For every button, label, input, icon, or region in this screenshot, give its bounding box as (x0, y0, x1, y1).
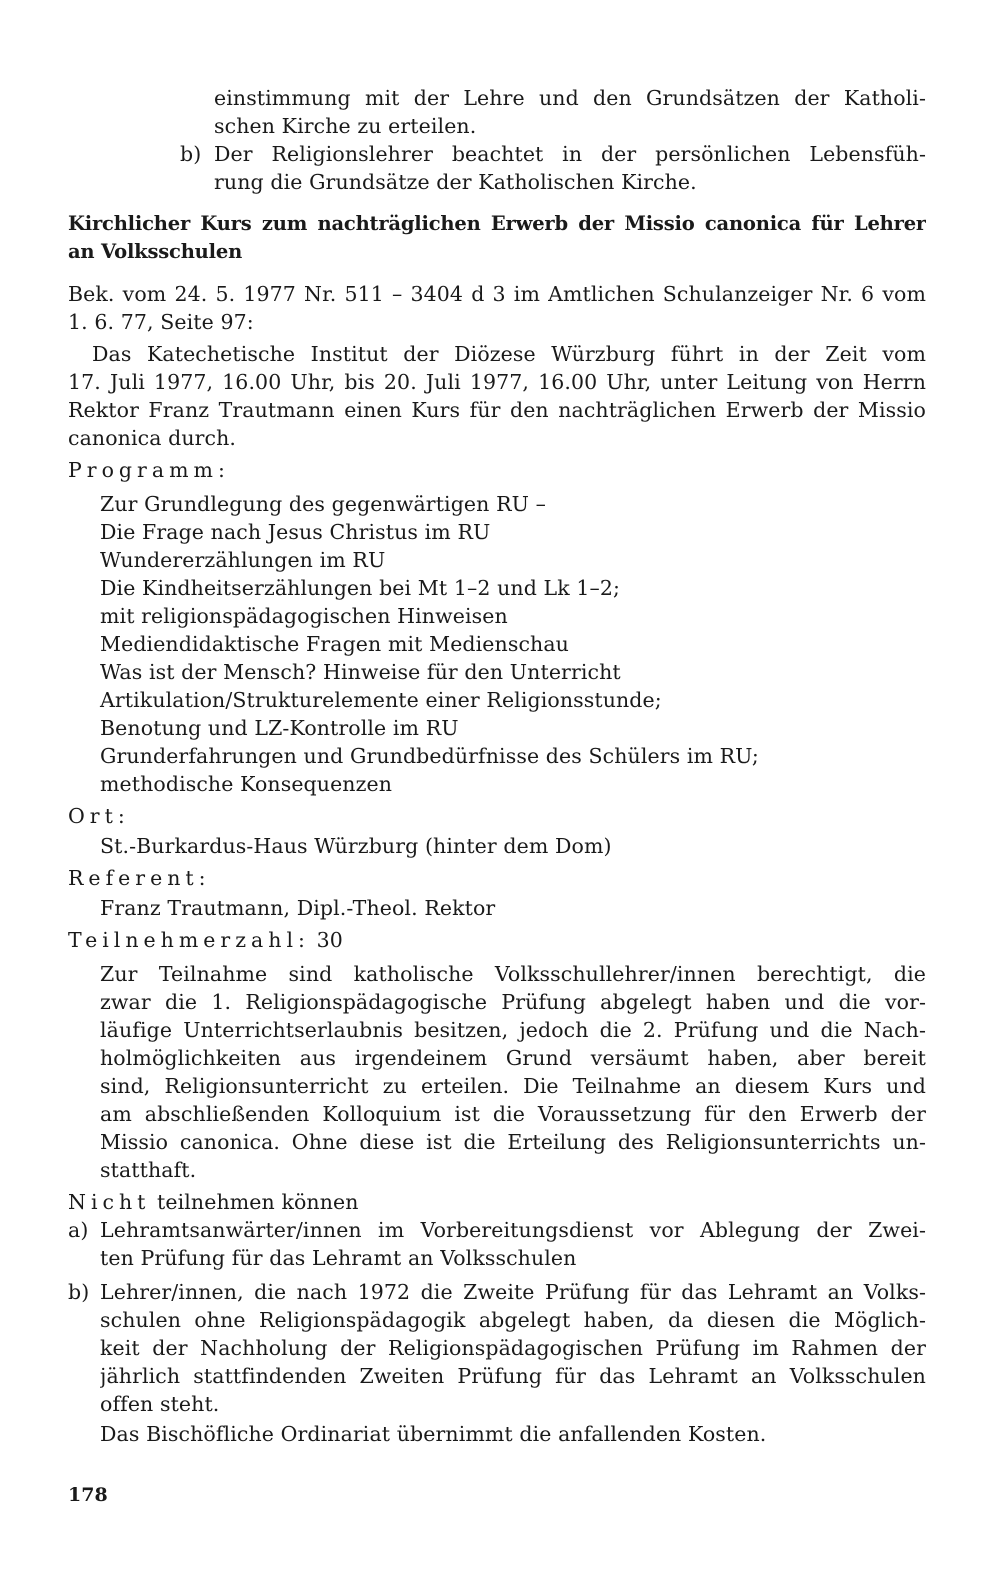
programm-item: mit religionspädagogischen Hinweisen (100, 604, 508, 628)
teilnehmerzahl-value: 30 (316, 928, 343, 952)
programm-item: Benotung und LZ-Kontrolle im RU (100, 716, 459, 740)
nicht-b-line: offen steht. (100, 1392, 220, 1416)
section-heading-line-2: an Volksschulen (68, 240, 243, 263)
intro-paragraph-line-1: Das Katechetische Institut der Diözese Würzburg führt in der Zeit vom (92, 342, 926, 366)
ort-value: St.-Burkardus-Haus Würzburg (hinter dem Dom) (100, 834, 612, 858)
teilnahme-line: zwar die 1. Religionspädagogische Prüfung abgelegt haben und die vor- (100, 990, 926, 1014)
nicht-label-spaced: Nicht (68, 1190, 151, 1214)
intro-a-line-1: einstimmung mit der Lehre und den Grundsätzen der Katholi- (214, 86, 926, 110)
nicht-a-line: Lehramtsanwärter/innen im Vorbereitungsdienst vor Ablegung der Zwei- (100, 1218, 926, 1242)
teilnehmerzahl-label: Teilnehmerzahl: (68, 928, 310, 952)
closing-sentence: Das Bischöfliche Ordinariat übernimmt die anfallenden Kosten. (100, 1422, 767, 1446)
programm-label: Programm: (68, 458, 230, 482)
teilnahme-line: Missio canonica. Ohne diese ist die Erteilung des Religionsunterrichts un- (100, 1130, 926, 1154)
programm-item: Zur Grundlegung des gegenwärtigen RU – (100, 492, 546, 516)
teilnehmerzahl-row (68, 926, 343, 954)
reference-line-2: 1. 6. 77, Seite 97: (68, 310, 254, 334)
nicht-label-row (68, 1188, 359, 1216)
page-number: 178 (68, 1484, 108, 1506)
nicht-b-line: Lehrer/innen, die nach 1972 die Zweite Prüfung für das Lehramt an Volks- (100, 1280, 926, 1304)
teilnahme-line: Zur Teilnahme sind katholische Volksschullehrer/innen berechtigt, die (100, 962, 926, 986)
nicht-b-line: keit der Nachholung der Religionspädagogischen Prüfung im Rahmen der (100, 1336, 926, 1360)
programm-item: Artikulation/Strukturelemente einer Religionsstunde; (100, 688, 662, 712)
teilnahme-line: sind, Religionsunterricht zu erteilen. Die Teilnahme an diesem Kurs und (100, 1074, 926, 1098)
programm-item: methodische Konsequenzen (100, 772, 393, 796)
intro-b-line-1: Der Religionslehrer beachtet in der persönlichen Lebensfüh- (214, 142, 926, 166)
intro-a-line-2: schen Kirche zu erteilen. (214, 114, 477, 138)
programm-item: Die Kindheitserzählungen bei Mt 1–2 und Lk 1–2; (100, 576, 621, 600)
teilnahme-line: holmöglichkeiten aus irgendeinem Grund versäumt haben, aber bereit (100, 1046, 926, 1070)
programm-item: Die Frage nach Jesus Christus im RU (100, 520, 491, 544)
intro-paragraph-line-3: Rektor Franz Trautmann einen Kurs für den nachträglichen Erwerb der Missio (68, 398, 926, 422)
programm-item: Grunderfahrungen und Grundbedürfnisse des Schülers im RU; (100, 744, 759, 768)
nicht-b-label: b) (68, 1280, 90, 1304)
nicht-b-line: schulen ohne Religionspädagogik abgelegt haben, da diesen die Möglich- (100, 1308, 926, 1332)
ort-label: Ort: (68, 804, 130, 828)
referent-value: Franz Trautmann, Dipl.-Theol. Rektor (100, 896, 496, 920)
programm-item: Was ist der Mensch? Hinweise für den Unterricht (100, 660, 621, 684)
intro-b-label: b) (180, 142, 202, 166)
teilnahme-line: statthaft. (100, 1158, 197, 1182)
nicht-label-rest: teilnehmen können (157, 1190, 359, 1214)
programm-item: Mediendidaktische Fragen mit Medienschau (100, 632, 569, 656)
intro-paragraph-line-2: 17. Juli 1977, 16.00 Uhr, bis 20. Juli 1977, 16.00 Uhr, unter Leitung von Herrn (68, 370, 926, 394)
teilnahme-line: am abschließenden Kolloquium ist die Voraussetzung für den Erwerb der (100, 1102, 926, 1126)
intro-paragraph-line-4: canonica durch. (68, 426, 237, 450)
teilnahme-line: läufige Unterrichtserlaubnis besitzen, jedoch die 2. Prüfung und die Nach- (100, 1018, 926, 1042)
nicht-b-line: jährlich stattfindenden Zweiten Prüfung für das Lehramt an Volksschulen (100, 1364, 926, 1388)
programm-item: Wundererzählungen im RU (100, 548, 386, 572)
reference-line-1: Bek. vom 24. 5. 1977 Nr. 511 – 3404 d 3 im Amtlichen Schulanzeiger Nr. 6 vom (68, 282, 926, 306)
nicht-a-label: a) (68, 1218, 89, 1242)
section-heading-line-1: Kirchlicher Kurs zum nachträglichen Erwerb der Missio canonica für Lehrer (68, 212, 926, 235)
intro-b-line-2: rung die Grundsätze der Katholischen Kirche. (214, 170, 697, 194)
referent-label: Referent: (68, 866, 211, 890)
nicht-a-line: ten Prüfung für das Lehramt an Volksschulen (100, 1246, 577, 1270)
